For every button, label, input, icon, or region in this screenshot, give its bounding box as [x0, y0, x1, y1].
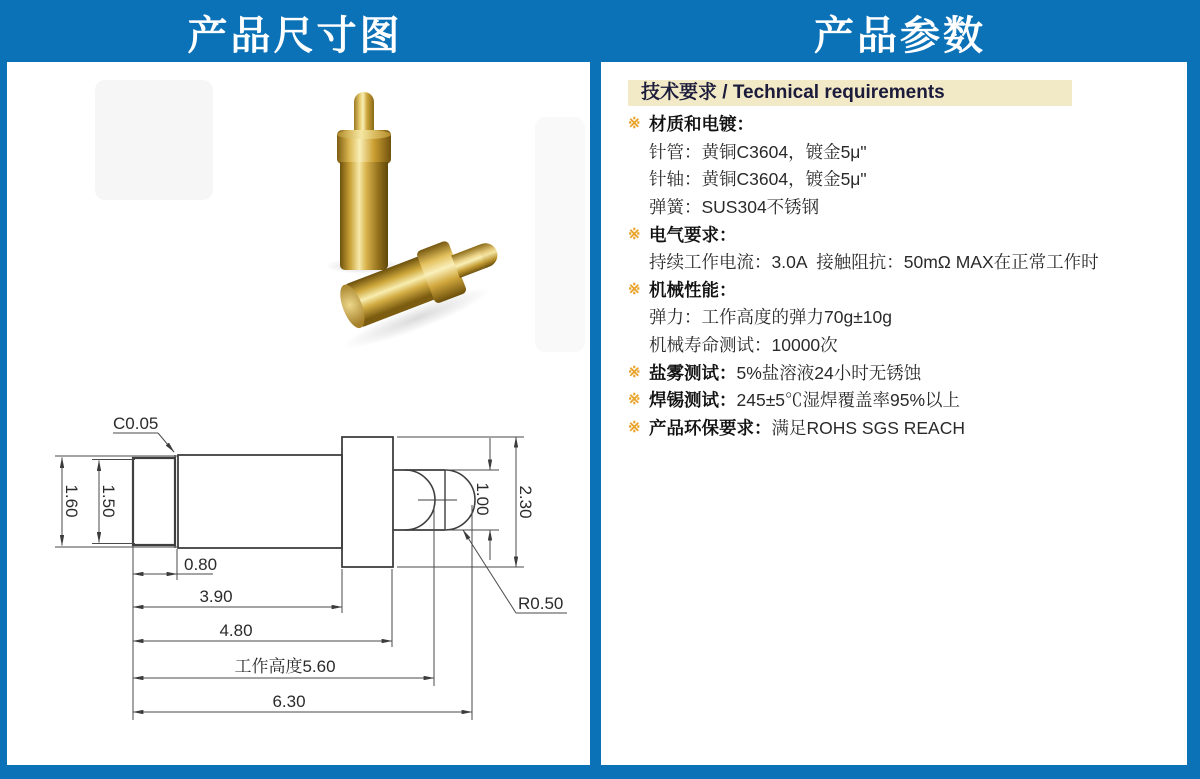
left-header-title: 产品尺寸图	[187, 11, 403, 59]
reference-mark-icon: ※	[628, 280, 641, 298]
list-item: 针轴：黄铜C3604，镀金5μ"	[649, 169, 867, 190]
reference-mark-icon: ※	[628, 363, 641, 381]
dim-label-radius-tip: R0.50	[518, 594, 564, 613]
dim-label-dia-tip: 1.00	[473, 482, 492, 516]
list-item: ※ 材质和电镀：	[628, 114, 754, 134]
right-header-title: 产品参数	[814, 11, 986, 59]
tail-section	[133, 458, 175, 545]
list-item: ※ 焊锡测试： 245±5℃湿焊覆盖率95%以上	[628, 390, 961, 411]
flange-section	[342, 437, 393, 567]
list-item: ※ 产品环保要求： 满足ROHS SGS REACH	[628, 418, 965, 439]
dimension-lines	[55, 433, 567, 720]
list-item: ※ 机械性能：	[628, 279, 737, 300]
ext-lines-230	[397, 437, 524, 567]
dim-label-len-tail: 0.80	[184, 555, 218, 574]
dim-label-dia-outer: 1.60	[62, 484, 81, 518]
list-item: 机械寿命测试：10000次	[649, 335, 838, 356]
product-dimension-panel	[7, 62, 590, 765]
dim-label-dia-tail: 1.50	[99, 484, 118, 518]
barrel-section	[178, 455, 342, 548]
requirements-list	[628, 112, 1173, 444]
section-title-bar: 技术要求 / Technical requirements	[628, 80, 1072, 106]
dim-label-len-to-flange: 4.80	[219, 621, 253, 640]
product-parameters-panel	[601, 62, 1187, 765]
dim-label-chamfer: C0.05	[113, 414, 159, 433]
list-item: 弹力：工作高度的弹力70g±10g	[649, 307, 892, 328]
part-outline	[133, 437, 475, 567]
reference-mark-icon: ※	[628, 419, 641, 437]
dim-label-dia-flange: 2.30	[516, 485, 535, 519]
dim-label-len-barrel: 3.90	[199, 587, 233, 606]
list-item: 针管：黄铜C3604，镀金5μ"	[649, 141, 867, 162]
reference-mark-icon: ※	[628, 391, 641, 409]
dim-label-work-height: 工作高度5.60	[234, 657, 336, 676]
reference-mark-icon: ※	[628, 115, 641, 132]
dimension-drawing	[7, 62, 590, 765]
dim-label-len-total: 6.30	[272, 692, 306, 711]
list-item: 弹簧：SUS304不锈钢	[649, 196, 820, 217]
reference-mark-icon: ※	[628, 225, 641, 243]
list-item: ※ 盐雾测试： 5%盐溶液24小时无锈蚀	[628, 362, 922, 383]
list-item: 持续工作电流：3.0A 接触阻抗：50mΩ MAX在正常工作时	[649, 252, 1099, 273]
list-item: ※ 电气要求：	[628, 224, 737, 245]
